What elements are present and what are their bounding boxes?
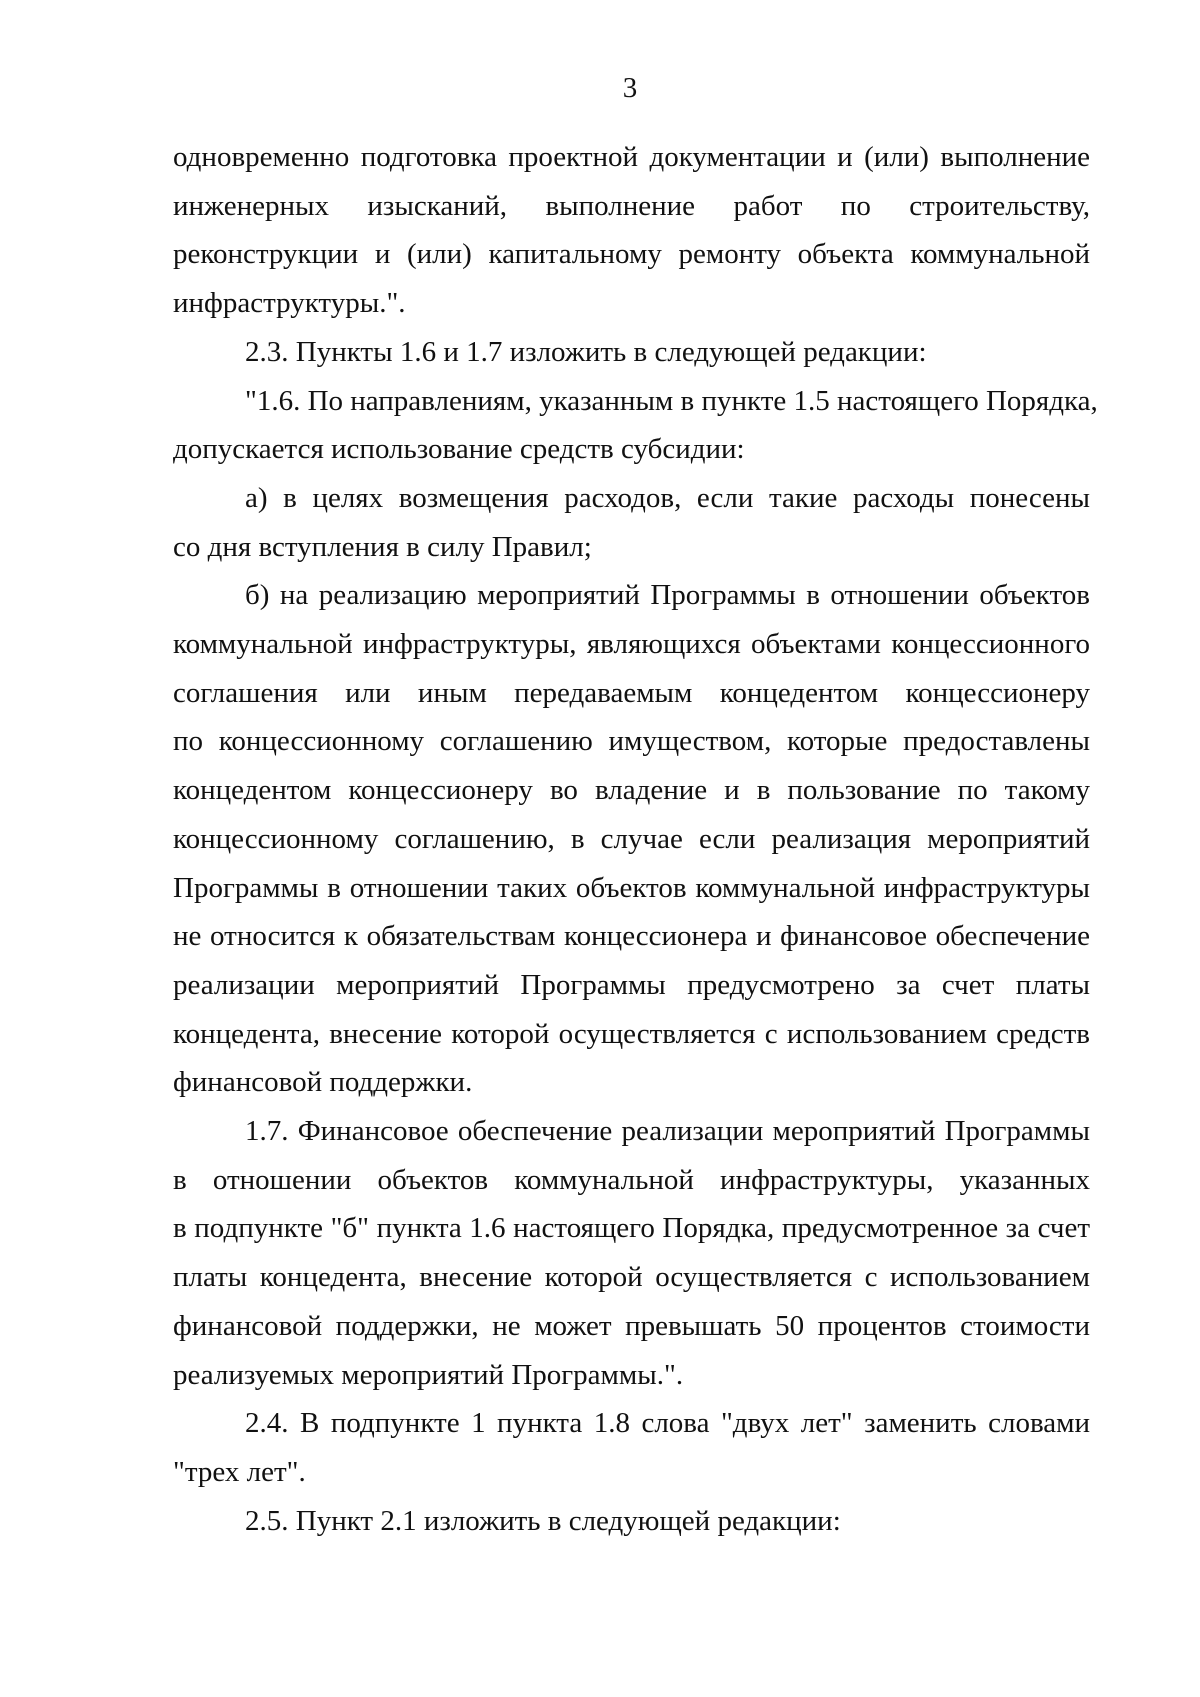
text-line: допускается использование средств субсидии:: [173, 433, 745, 466]
paragraph-subpoint-b: [173, 571, 1090, 1107]
text-line: инфраструктуры.".: [173, 287, 406, 320]
text-line: а) в целях возмещения расходов, если такие расходы понесены: [245, 481, 1090, 514]
text-line: не относится к обязательствам концессионера и финансовое обеспечение: [173, 920, 1090, 953]
paragraph-1-7: [173, 1107, 1090, 1399]
text-line: финансовой поддержки, не может превышать 50 процентов стоимости: [173, 1309, 1090, 1342]
paragraph-2-3: [173, 328, 1090, 377]
text-line: реализации мероприятий Программы предусмотрено за счет платы: [173, 968, 1090, 1001]
text-line: Программы в отношении таких объектов коммунальной инфраструктуры: [173, 871, 1090, 904]
text-line: соглашения или иным передаваемым концедентом концессионеру: [173, 676, 1090, 709]
text-line: инженерных изысканий, выполнение работ по строительству,: [173, 189, 1090, 222]
text-line: концедентом концессионеру во владение и в пользование по такому: [173, 774, 1090, 807]
text-line: одновременно подготовка проектной документации и (или) выполнение: [173, 141, 1090, 173]
text-line: "1.6. По направлениям, указанным в пункте 1.5 настоящего Порядка,: [245, 384, 1098, 417]
text-line: концедента, внесение которой осуществляется с использованием средств: [173, 1017, 1090, 1050]
text-line: реализуемых мероприятий Программы.".: [173, 1358, 684, 1391]
text-line: 2.4. В подпункте 1 пункта 1.8 слова "двух лет" заменить словами: [245, 1407, 1090, 1440]
text-line: в подпункте "б" пункта 1.6 настоящего Порядка, предусмотренное за счет: [173, 1212, 1090, 1245]
text-line: концессионному соглашению, в случае если реализация мероприятий: [173, 822, 1090, 855]
text-line: 2.5. Пункт 2.1 изложить в следующей редакции:: [245, 1504, 841, 1537]
text-line: со дня вступления в силу Правил;: [173, 530, 592, 563]
text-line: по концессионному соглашению имуществом, которые предоставлены: [173, 725, 1090, 758]
text-line: 1.7. Финансовое обеспечение реализации мероприятий Программы: [245, 1115, 1090, 1148]
text-line: в отношении объектов коммунальной инфраструктуры, указанных: [173, 1163, 1090, 1196]
paragraph-subpoint-a: [173, 474, 1090, 571]
text-line: коммунальной инфраструктуры, являющихся объектами концессионного: [173, 628, 1090, 661]
text-line: реконструкции и (или) капитальному ремонту объекта коммунальной: [173, 238, 1090, 271]
page-number: 3: [622, 72, 638, 104]
paragraph-1-6: [173, 377, 1098, 474]
text-line: б) на реализацию мероприятий Программы в отношении объектов: [245, 579, 1090, 612]
paragraph-2-4: [173, 1399, 1090, 1496]
text-line: 2.3. Пункты 1.6 и 1.7 изложить в следующей редакции:: [245, 335, 927, 368]
paragraph-continuation: [173, 133, 1090, 328]
paragraph-2-5: [173, 1497, 1090, 1546]
text-line: платы концедента, внесение которой осуществляется с использованием: [173, 1261, 1090, 1294]
text-line: "трех лет".: [173, 1455, 306, 1488]
text-line: финансовой поддержки.: [173, 1066, 473, 1099]
document-body: [173, 133, 1098, 1545]
